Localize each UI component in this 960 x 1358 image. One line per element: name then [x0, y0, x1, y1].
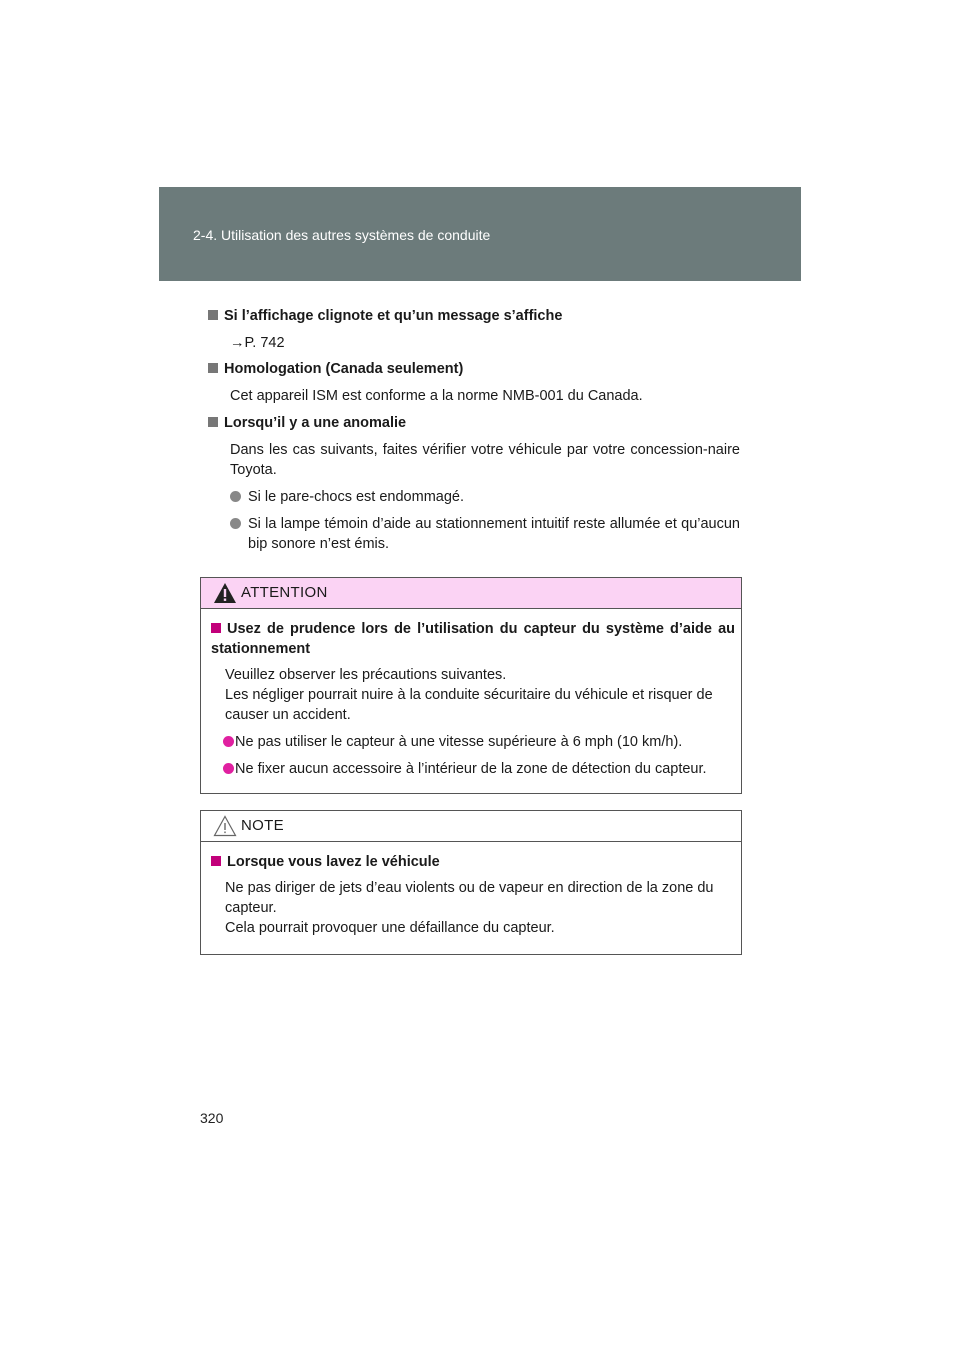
caution-icon — [213, 815, 237, 837]
note-label: NOTE — [241, 817, 284, 834]
note-box — [200, 810, 742, 955]
page-reference: →P. 742 — [230, 335, 285, 351]
main-content — [208, 306, 740, 554]
section-header — [159, 187, 801, 281]
section-heading: Si l’affichage clignote et qu’un message s’affiche — [208, 306, 740, 326]
note-heading: Lorsque vous lavez le véhicule — [211, 852, 735, 872]
note-body — [201, 842, 741, 954]
attention-header — [201, 578, 741, 609]
section-title: 2-4. Utilisation des autres systèmes de conduite — [193, 227, 491, 243]
attention-body — [201, 609, 741, 793]
list-item: Ne fixer aucun accessoire à l’intérieur de la zone de détection du capteur. — [211, 759, 735, 779]
paragraph: Ne pas diriger de jets d’eau violents ou de vapeur en direction de la zone du capteur. — [225, 880, 714, 916]
square-bullet-icon — [208, 363, 218, 373]
bullet-icon — [223, 736, 234, 747]
attention-heading: Usez de prudence lors de l’utilisation du capteur du système d’aide au stationnement — [211, 621, 735, 657]
square-bullet-icon — [211, 623, 221, 633]
list-item: Ne pas utiliser le capteur à une vitesse supérieure à 6 mph (10 km/h). — [211, 732, 735, 752]
paragraph: Les négliger pourrait nuire à la conduite sécuritaire du véhicule et risquer de causer un accident. — [225, 687, 713, 723]
paragraph: Cela pourrait provoquer une défaillance du capteur. — [225, 920, 555, 936]
square-bullet-icon — [208, 310, 218, 320]
bullet-icon — [230, 491, 241, 502]
list-item: Si la lampe témoin d’aide au stationnement intuitif reste allumée et qu’aucun bip sonore n’est émis. — [208, 514, 740, 554]
list-item: Si le pare-chocs est endommagé. — [208, 487, 740, 507]
bullet-icon — [230, 518, 241, 529]
bullet-icon — [223, 763, 234, 774]
paragraph: Veuillez observer les précautions suivantes. — [225, 667, 507, 683]
attention-box — [200, 577, 742, 794]
attention-label: ATTENTION — [241, 584, 328, 601]
note-header — [201, 811, 741, 842]
square-bullet-icon — [211, 856, 221, 866]
section-heading: Lorsqu’il y a une anomalie — [208, 413, 740, 433]
paragraph: Cet appareil ISM est conforme a la norme NMB-001 du Canada. — [230, 388, 643, 404]
square-bullet-icon — [208, 417, 218, 427]
page-number: 320 — [200, 1110, 224, 1126]
warning-icon — [213, 582, 237, 604]
section-heading: Homologation (Canada seulement) — [208, 359, 740, 379]
paragraph: Dans les cas suivants, faites vérifier votre véhicule par votre concession-naire Toyota. — [230, 442, 740, 478]
